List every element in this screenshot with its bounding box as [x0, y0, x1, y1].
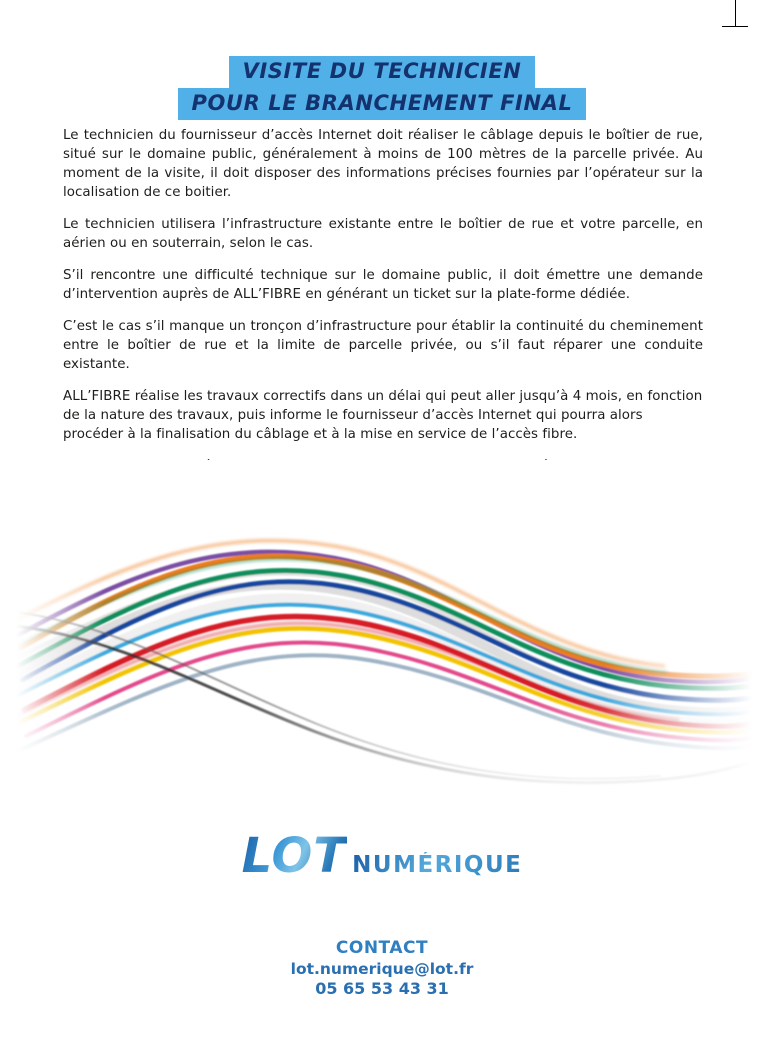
paragraph-1: Le technicien du fournisseur d’accès Internet doit réaliser le câblage depuis le boîtier de rue, situé sur le domaine public, généralement à moins de 100 mètres de la parcelle privée. Au moment de la visite, il doit disposer des informations précises fournies par l’opérateur sur la localisation de ce boitier. [63, 128, 703, 201]
body-copy [63, 126, 703, 496]
paragraph-4: C’est le cas s’il manque un tronçon d’infrastructure pour établir la continuité du cheminement entre le boîtier de rue et la limite de parcelle privée, ou s’il faut réparer une conduite existante. [63, 319, 703, 373]
title-line-1: VISITE DU TECHNICIEN [229, 56, 536, 88]
logo-lot-text: LOT [241, 828, 348, 884]
logo [0, 828, 764, 884]
contact-block [0, 938, 764, 998]
paragraph-2: Le technicien utilisera l’infrastructure existante entre le boîtier de rue et votre parcelle, en aérien ou en souterrain, selon le cas. [63, 217, 703, 252]
title-line-2: POUR LE BRANCHEMENT FINAL [178, 88, 587, 120]
crop-mark-top-right [735, 0, 736, 26]
fibre-cables-image [16, 460, 752, 790]
contact-heading: CONTACT [335, 938, 429, 958]
paragraph-3: S’il rencontre une difficulté technique sur le domaine public, il doit émettre une demande d’intervention auprès de ALL’FIBRE en générant un ticket sur la plate-forme dédiée. [63, 268, 703, 303]
contact-email[interactable]: lot.numerique@lot.fr [290, 960, 474, 978]
crop-mark-top-right-h [722, 26, 748, 27]
page-title [0, 56, 764, 120]
contact-phone[interactable]: 05 65 53 43 31 [315, 979, 449, 998]
logo-subtitle-text: NUMÉRIQUE [352, 852, 523, 878]
paragraph-5: ALL’FIBRE réalise les travaux correctifs dans un délai qui peut aller jusqu’à 4 mois, en fonction de la nature des travaux, puis informe le fournisseur d’accès Internet qui pourra alors procéder à la finalisation du câblage et à la mise en service de l’accès fibre. [63, 389, 703, 443]
